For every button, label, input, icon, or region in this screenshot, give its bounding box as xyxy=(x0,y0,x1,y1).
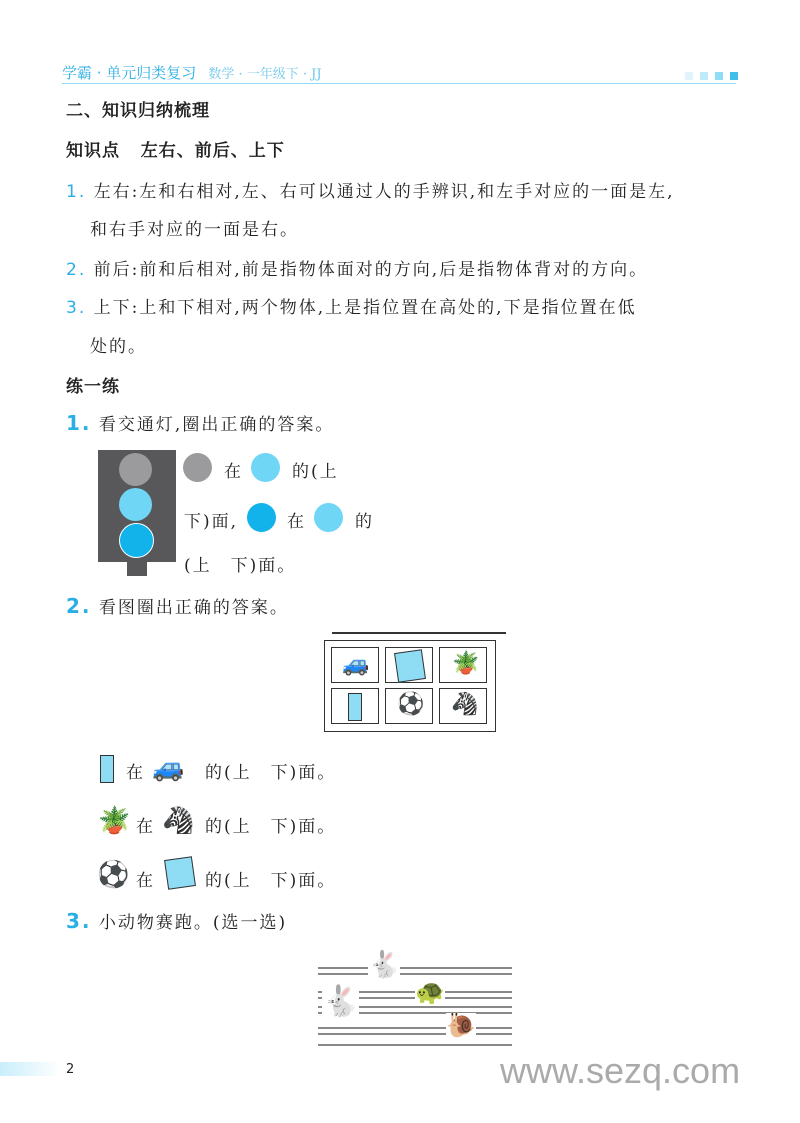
potted-plant-icon: 🪴 xyxy=(98,806,131,836)
q1-choice-text[interactable]: (上 下)面。 xyxy=(184,556,297,576)
rabbit-icon: 🐇 xyxy=(368,950,401,980)
row-choice-text[interactable]: 的(上 下)面。 xyxy=(205,763,337,783)
shelf-cell-ball xyxy=(385,688,433,724)
snail-icon: 🐌 xyxy=(446,1011,476,1039)
shelf-cell-zebra xyxy=(439,688,487,724)
brand-title: 学霸 · 单元归类复习 xyxy=(62,64,197,82)
question-num: 1. xyxy=(66,411,92,435)
soccer-ball-icon: ⚽ xyxy=(397,692,425,717)
point-text: 上下:上和下相对,两个物体,上是指位置在高处的,下是指位置在低 xyxy=(93,298,637,318)
point-3 xyxy=(66,293,637,318)
practice-title: 练一练 xyxy=(66,377,120,397)
question-text: 看图圈出正确的答案。 xyxy=(98,598,289,618)
watermark: www.sezq.com xyxy=(500,1050,741,1091)
question-2 xyxy=(66,593,289,618)
book-icon xyxy=(164,856,196,890)
point-1-cont: 和右手对应的一面是右。 xyxy=(90,220,299,240)
point-2 xyxy=(66,255,648,280)
potted-plant-icon: 🪴 xyxy=(452,651,480,676)
zebra-toy-icon: 🦓 xyxy=(162,806,195,836)
blue-light-icon xyxy=(119,523,154,558)
car-icon: 🚙 xyxy=(342,652,370,677)
question-3 xyxy=(66,908,287,933)
blue-circle-icon xyxy=(247,503,276,532)
shelf-cell-car xyxy=(331,647,379,683)
deco-square xyxy=(715,72,723,80)
question-num: 2. xyxy=(66,594,92,618)
light-blue-circle-icon xyxy=(251,453,280,482)
row-text: 在 xyxy=(136,817,155,837)
rabbit-icon: 🐇 xyxy=(322,984,360,1019)
question-num: 3. xyxy=(66,909,92,933)
gray-light-icon xyxy=(119,453,152,486)
shelf-cell-book xyxy=(385,647,433,683)
deco-square xyxy=(730,72,738,80)
point-num: 2. xyxy=(66,260,87,280)
point-3-cont: 处的。 xyxy=(90,337,147,357)
deco-square xyxy=(700,72,708,80)
zebra-toy-icon: 🦓 xyxy=(451,692,479,717)
row-text: 在 xyxy=(136,871,155,891)
q1-choice-text[interactable]: 的(上 xyxy=(292,462,339,482)
q1-text: 在 xyxy=(224,462,243,482)
point-text: 前后:前和后相对,前是指物体面对的方向,后是指物体背对的方向。 xyxy=(93,260,649,280)
knowledge-point xyxy=(66,136,285,161)
soccer-ball-icon: ⚽ xyxy=(97,860,130,890)
header xyxy=(62,62,322,83)
row-choice-text[interactable]: 的(上 下)面。 xyxy=(205,871,337,891)
shelf-cell-pencils xyxy=(331,688,379,724)
shelf-cell-plant xyxy=(439,647,487,683)
pencil-cup-icon xyxy=(348,693,362,721)
header-divider xyxy=(62,83,736,84)
point-num: 3. xyxy=(66,298,87,318)
kp-label: 知识点 xyxy=(66,141,120,161)
gray-circle-icon xyxy=(183,453,212,482)
page-number: 2 xyxy=(66,1062,75,1077)
point-text: 左右:左和右相对,左、右可以通过人的手辨识,和左手对应的一面是左, xyxy=(93,182,675,202)
question-text: 看交通灯,圈出正确的答案。 xyxy=(98,415,335,435)
question-text: 小动物赛跑。(选一选) xyxy=(98,913,288,933)
book-icon xyxy=(394,649,426,683)
q1-text: 在 xyxy=(287,512,306,532)
shelf-top xyxy=(332,632,506,634)
row-choice-text[interactable]: 的(上 下)面。 xyxy=(205,817,337,837)
footer-bar xyxy=(0,1062,60,1076)
light-blue-light-icon xyxy=(119,488,152,521)
kp-topic: 左右、前后、上下 xyxy=(140,141,285,161)
point-num: 1. xyxy=(66,182,87,202)
point-1 xyxy=(66,177,675,202)
question-1 xyxy=(66,410,334,435)
subject-label: 数学 · 一年级下 · JJ xyxy=(208,67,322,82)
row-text: 在 xyxy=(126,763,145,783)
q1-choice-text[interactable]: 下)面, xyxy=(184,512,239,532)
turtle-icon: 🐢 xyxy=(415,978,445,1006)
q1-text: 的 xyxy=(355,512,374,532)
deco-square xyxy=(685,72,693,80)
section-title: 二、知识归纳梳理 xyxy=(66,101,210,121)
light-blue-circle-icon xyxy=(314,503,343,532)
traffic-light-pole xyxy=(127,562,147,576)
pencil-cup-icon xyxy=(100,755,114,783)
car-icon: 🚙 xyxy=(152,753,185,783)
